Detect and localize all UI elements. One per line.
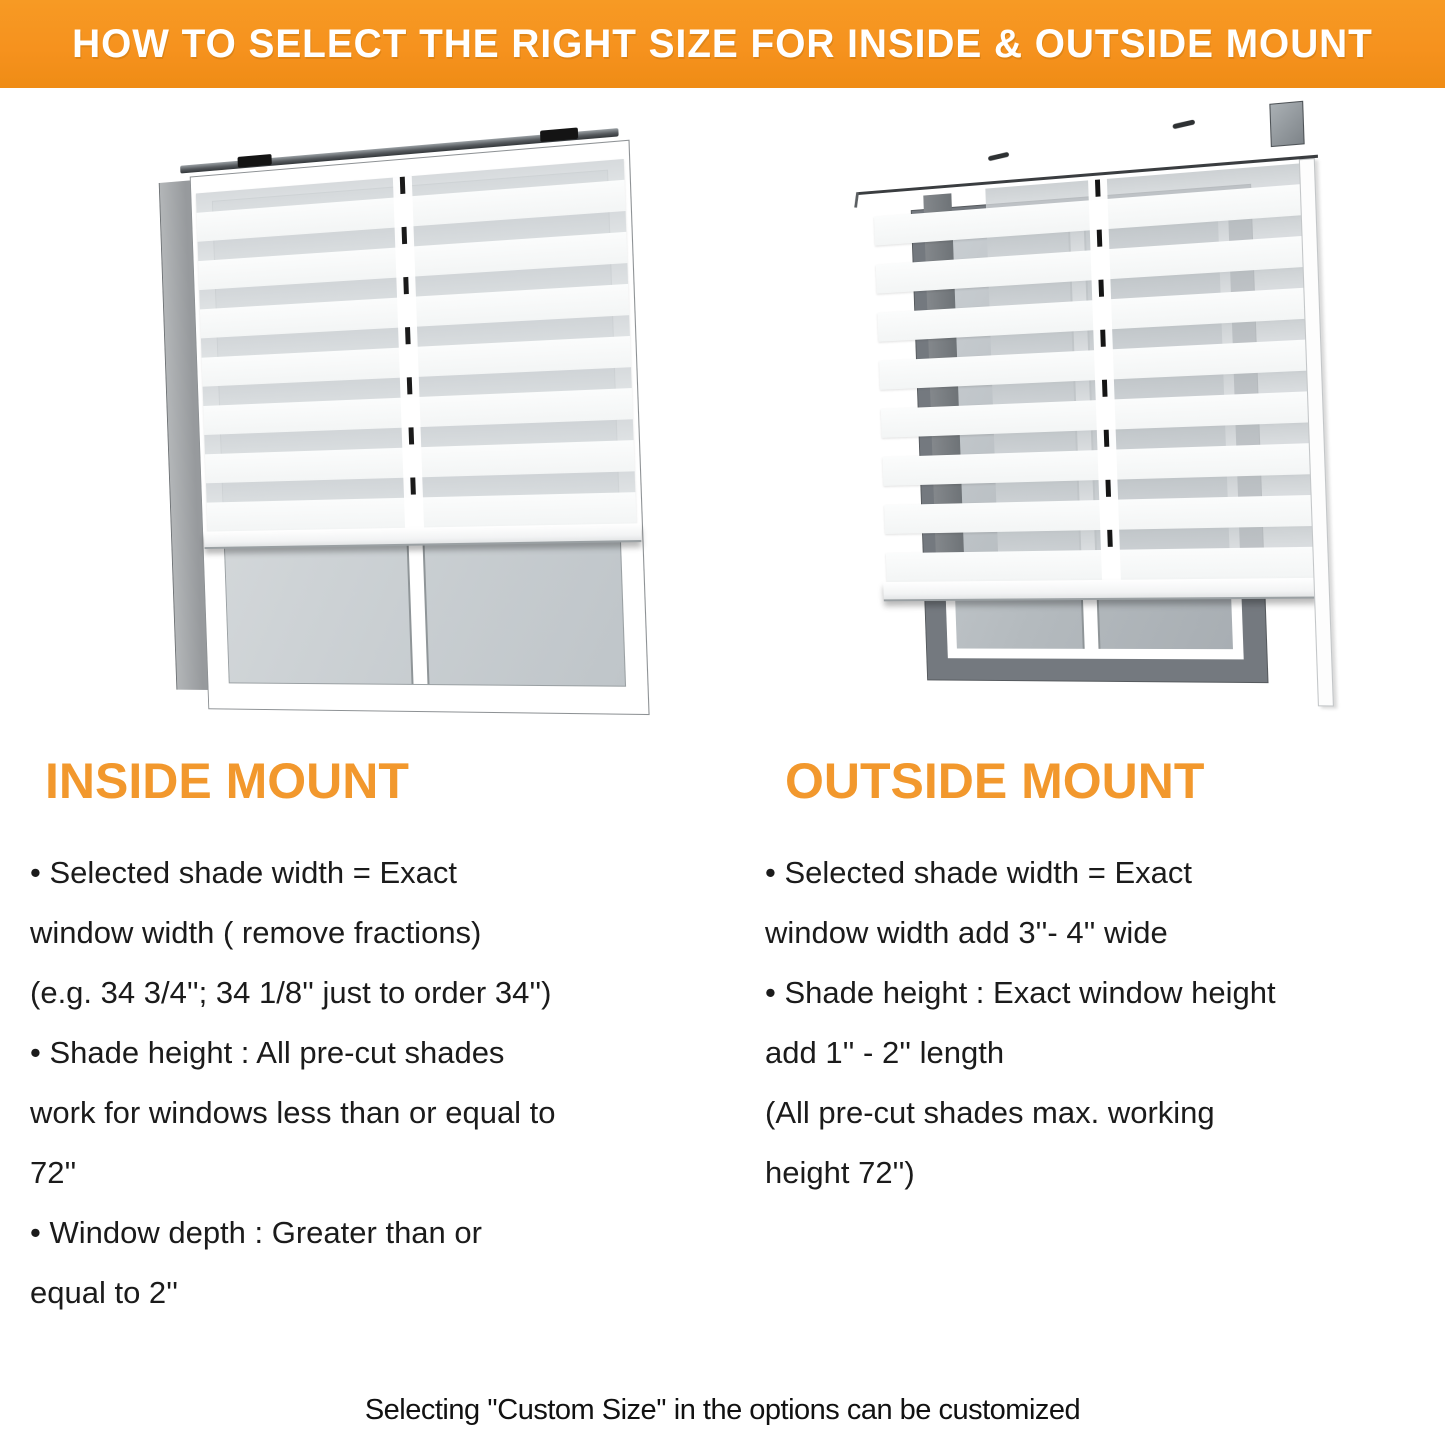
spec-line: • Shade height : All pre-cut shades (30, 1035, 505, 1070)
illustration-perspective-wrapper (143, 94, 671, 763)
spec-line: height 72'') (765, 1155, 915, 1190)
spec-line: equal to 2'' (30, 1275, 179, 1310)
inside-mount-scene (143, 94, 671, 763)
outside-mount-illustration (845, 112, 1355, 762)
outside-mount-heading: OUTSIDE MOUNT (785, 753, 1205, 809)
spec-line: window width ( remove fractions) (30, 915, 482, 950)
shade-bottom-rail (883, 578, 1318, 601)
mounting-clip-icon (540, 127, 578, 142)
spec-line: work for windows less than or equal to (30, 1095, 556, 1130)
illustration-perspective-wrapper (847, 88, 1375, 768)
outside-mount-specs (765, 843, 1435, 1203)
mounting-clip-icon (238, 154, 272, 168)
spec-line: (e.g. 34 3/4''; 34 1/8'' just to order 34'') (30, 975, 552, 1010)
outside-mount-scene (847, 88, 1375, 768)
inside-mount-illustration (140, 118, 650, 758)
illustration-tilt-wrapper (834, 103, 1366, 770)
mounting-bracket (1269, 101, 1304, 147)
spec-line: window width add 3''- 4'' wide (765, 915, 1168, 950)
inside-mount-heading: INSIDE MOUNT (45, 753, 409, 809)
illustration-tilt-wrapper (129, 109, 661, 766)
spec-line: (All pre-cut shades max. working (765, 1095, 1215, 1130)
banner-title: HOW TO SELECT THE RIGHT SIZE FOR INSIDE & OUTSIDE MOUNT (72, 21, 1373, 66)
zebra-shade-sheer-bands (985, 163, 1313, 580)
inside-mount-specs (30, 843, 730, 1323)
custom-size-note: Selecting ''Custom Size'' in the options can be customized (364, 1394, 1081, 1426)
spec-line: • Window depth : Greater than or (30, 1215, 482, 1250)
spec-line: add 1'' - 2'' length (765, 1035, 1005, 1070)
spec-line: • Shade height : Exact window height (765, 975, 1276, 1010)
spec-line: • Selected shade width = Exact (30, 855, 458, 890)
spec-line: • Selected shade width = Exact (765, 855, 1193, 890)
banner (0, 0, 1445, 88)
spec-line: 72'' (30, 1155, 77, 1190)
